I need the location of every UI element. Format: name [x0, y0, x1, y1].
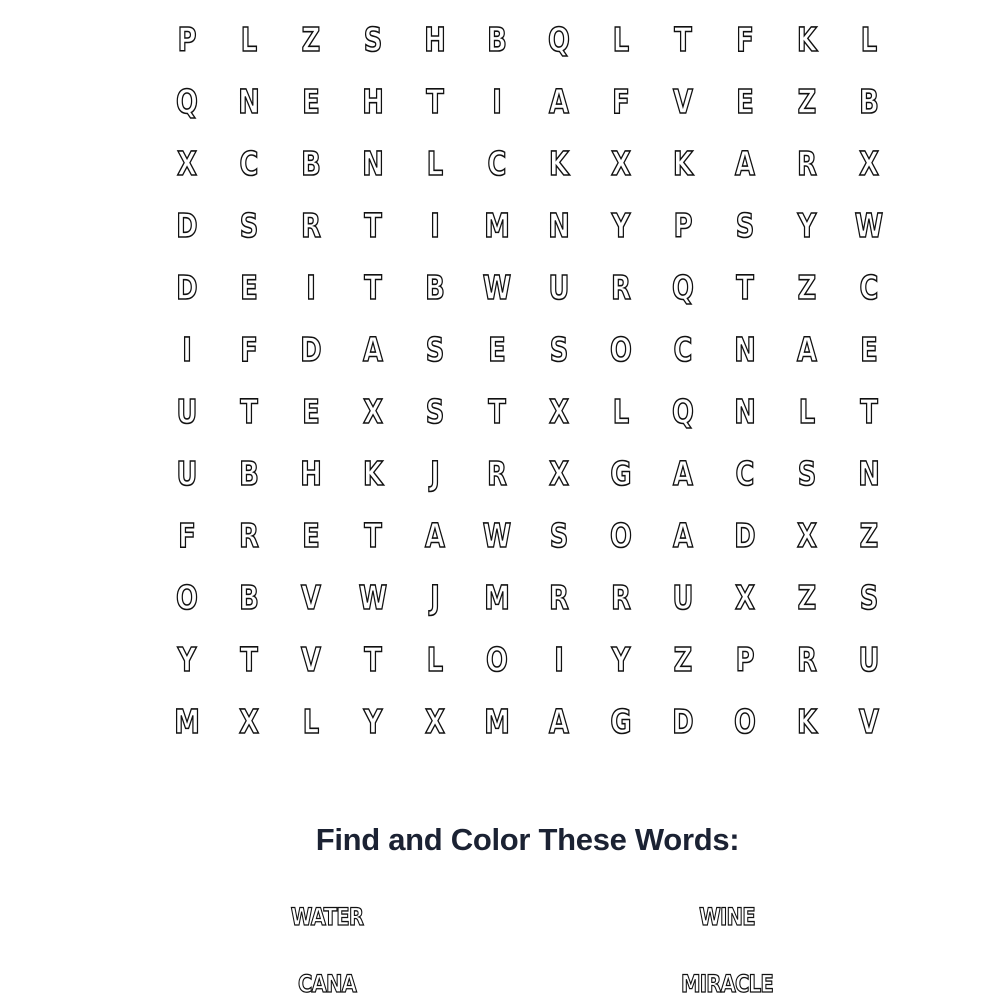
grid-letter[interactable]: O: [176, 577, 198, 617]
grid-letter[interactable]: W: [482, 267, 512, 307]
grid-letter[interactable]: T: [674, 19, 692, 59]
grid-letter[interactable]: K: [549, 143, 569, 183]
grid-letter[interactable]: I: [430, 205, 440, 245]
grid-letter[interactable]: Y: [797, 205, 817, 245]
grid-letter[interactable]: P: [673, 205, 693, 245]
grid-letter[interactable]: I: [492, 81, 502, 121]
grid-letter[interactable]: L: [426, 639, 444, 679]
grid-letter[interactable]: W: [358, 577, 388, 617]
grid-letter[interactable]: E: [302, 391, 320, 431]
grid-letter[interactable]: T: [364, 515, 382, 555]
grid-letter[interactable]: N: [734, 391, 756, 431]
grid-letter[interactable]: H: [424, 19, 446, 59]
grid-letter[interactable]: T: [488, 391, 506, 431]
grid-letter[interactable]: J: [430, 453, 440, 493]
grid-letter[interactable]: B: [239, 577, 259, 617]
grid-letter[interactable]: B: [487, 19, 507, 59]
grid-letter[interactable]: L: [612, 391, 630, 431]
grid-letter[interactable]: S: [425, 329, 445, 369]
grid-letter[interactable]: A: [673, 453, 693, 493]
grid-letter[interactable]: M: [484, 577, 510, 617]
grid-letter[interactable]: U: [176, 391, 198, 431]
grid-letter[interactable]: A: [425, 515, 445, 555]
grid-letter[interactable]: S: [549, 329, 569, 369]
grid-letter[interactable]: N: [362, 143, 384, 183]
grid-letter[interactable]: X: [549, 391, 569, 431]
grid-letter[interactable]: X: [549, 453, 569, 493]
grid-letter[interactable]: K: [673, 143, 693, 183]
grid-letter[interactable]: Z: [797, 81, 817, 121]
grid-letter[interactable]: K: [797, 19, 817, 59]
grid-letter[interactable]: X: [425, 701, 445, 741]
grid-letter[interactable]: O: [610, 329, 632, 369]
grid-letter[interactable]: S: [859, 577, 879, 617]
word-list-item: MIRACLE: [681, 970, 773, 998]
grid-letter[interactable]: A: [549, 81, 569, 121]
grid-letter[interactable]: L: [240, 19, 258, 59]
grid-letter[interactable]: Y: [177, 639, 197, 679]
grid-letter[interactable]: T: [240, 391, 258, 431]
grid-letter[interactable]: O: [486, 639, 508, 679]
grid-letter[interactable]: F: [612, 81, 630, 121]
grid-letter[interactable]: N: [548, 205, 570, 245]
grid-letter[interactable]: Q: [672, 267, 694, 307]
grid-letter[interactable]: F: [736, 19, 754, 59]
grid-letter[interactable]: O: [734, 701, 756, 741]
grid-letter[interactable]: I: [182, 329, 192, 369]
grid-letter[interactable]: A: [673, 515, 693, 555]
grid-letter[interactable]: R: [797, 639, 817, 679]
grid-letter[interactable]: B: [425, 267, 445, 307]
grid-letter[interactable]: L: [302, 701, 320, 741]
grid-letter[interactable]: G: [610, 701, 632, 741]
grid-letter[interactable]: T: [364, 267, 382, 307]
grid-letter[interactable]: S: [425, 391, 445, 431]
grid-letter[interactable]: Y: [611, 639, 631, 679]
grid-letter[interactable]: C: [673, 329, 693, 369]
grid-letter[interactable]: R: [549, 577, 569, 617]
word-list-title: Find and Color These Words:: [315, 822, 740, 857]
grid-letter[interactable]: Y: [611, 205, 631, 245]
grid-letter[interactable]: T: [364, 205, 382, 245]
grid-letter[interactable]: R: [301, 205, 321, 245]
grid-letter[interactable]: Z: [797, 577, 817, 617]
grid-letter[interactable]: S: [797, 453, 817, 493]
grid-letter[interactable]: L: [612, 19, 630, 59]
grid-letter[interactable]: D: [734, 515, 756, 555]
grid-letter[interactable]: B: [859, 81, 879, 121]
grid-letter[interactable]: F: [240, 329, 258, 369]
grid-letter[interactable]: E: [488, 329, 506, 369]
grid-letter[interactable]: T: [736, 267, 754, 307]
grid-letter[interactable]: E: [302, 515, 320, 555]
grid-letter[interactable]: N: [734, 329, 756, 369]
grid-letter[interactable]: R: [611, 577, 631, 617]
grid-letter[interactable]: A: [363, 329, 383, 369]
grid-letter[interactable]: V: [301, 639, 321, 679]
grid-letter[interactable]: X: [177, 143, 197, 183]
grid-letter[interactable]: R: [611, 267, 631, 307]
grid-letter[interactable]: T: [426, 81, 444, 121]
grid-letter[interactable]: V: [673, 81, 693, 121]
grid-letter[interactable]: S: [549, 515, 569, 555]
word-list-item: WINE: [699, 903, 755, 931]
grid-letter[interactable]: T: [860, 391, 878, 431]
grid-letter[interactable]: S: [363, 19, 383, 59]
grid-letter[interactable]: R: [797, 143, 817, 183]
grid-letter[interactable]: D: [176, 205, 198, 245]
grid-letter[interactable]: V: [859, 701, 879, 741]
grid-letter[interactable]: K: [797, 701, 817, 741]
grid-letter[interactable]: H: [300, 453, 322, 493]
grid-letter[interactable]: A: [797, 329, 817, 369]
grid-letter[interactable]: Q: [176, 81, 198, 121]
grid-letter[interactable]: T: [364, 639, 382, 679]
grid-letter[interactable]: L: [860, 19, 878, 59]
grid-letter[interactable]: M: [174, 701, 200, 741]
grid-letter[interactable]: F: [178, 515, 196, 555]
grid-letter[interactable]: W: [482, 515, 512, 555]
grid-letter[interactable]: M: [484, 205, 510, 245]
grid-letter[interactable]: N: [858, 453, 880, 493]
grid-letter[interactable]: W: [854, 205, 884, 245]
grid-letter[interactable]: L: [426, 143, 444, 183]
grid-letter[interactable]: V: [301, 577, 321, 617]
grid-letter[interactable]: I: [306, 267, 316, 307]
grid-letter[interactable]: S: [735, 205, 755, 245]
grid-letter[interactable]: P: [735, 639, 755, 679]
grid-letter[interactable]: X: [859, 143, 879, 183]
grid-letter[interactable]: A: [549, 701, 569, 741]
grid-letter[interactable]: L: [798, 391, 816, 431]
word-list-item: CANA: [297, 970, 357, 998]
grid-letter[interactable]: R: [487, 453, 507, 493]
grid-letter[interactable]: T: [240, 639, 258, 679]
grid-letter[interactable]: C: [239, 143, 259, 183]
grid-letter[interactable]: B: [239, 453, 259, 493]
grid-letter[interactable]: Z: [301, 19, 321, 59]
grid-letter[interactable]: X: [735, 577, 755, 617]
grid-letter[interactable]: H: [362, 81, 384, 121]
grid-letter[interactable]: M: [484, 701, 510, 741]
grid-letter[interactable]: O: [610, 515, 632, 555]
grid-letter[interactable]: D: [176, 267, 198, 307]
letter-grid: [156, 8, 900, 752]
grid-letter[interactable]: N: [238, 81, 260, 121]
grid-letter[interactable]: D: [672, 701, 694, 741]
grid-letter[interactable]: Z: [859, 515, 879, 555]
grid-letter[interactable]: X: [797, 515, 817, 555]
grid-letter[interactable]: Z: [673, 639, 693, 679]
grid-letter[interactable]: Q: [548, 19, 570, 59]
grid-letter[interactable]: U: [672, 577, 694, 617]
grid-letter[interactable]: C: [859, 267, 879, 307]
grid-letter[interactable]: A: [735, 143, 755, 183]
grid-letter[interactable]: X: [611, 143, 631, 183]
grid-letter[interactable]: S: [239, 205, 259, 245]
grid-letter[interactable]: U: [548, 267, 570, 307]
grid-letter[interactable]: B: [301, 143, 321, 183]
grid-letter[interactable]: J: [430, 577, 440, 617]
grid-letter[interactable]: Z: [797, 267, 817, 307]
grid-letter[interactable]: Y: [363, 701, 383, 741]
grid-letter[interactable]: X: [239, 701, 259, 741]
grid-letter[interactable]: G: [610, 453, 632, 493]
grid-letter[interactable]: E: [240, 267, 258, 307]
grid-letter[interactable]: I: [554, 639, 564, 679]
word-list-item: WATER: [290, 903, 364, 931]
grid-letter[interactable]: C: [487, 143, 507, 183]
grid-letter[interactable]: E: [302, 81, 320, 121]
grid-letter[interactable]: E: [736, 81, 754, 121]
grid-letter[interactable]: U: [176, 453, 198, 493]
grid-letter[interactable]: E: [860, 329, 878, 369]
grid-letter[interactable]: K: [363, 453, 383, 493]
grid-letter[interactable]: Q: [672, 391, 694, 431]
grid-letter[interactable]: D: [300, 329, 322, 369]
grid-letter[interactable]: X: [363, 391, 383, 431]
grid-letter[interactable]: R: [239, 515, 259, 555]
grid-letter[interactable]: P: [177, 19, 197, 59]
grid-letter[interactable]: U: [858, 639, 880, 679]
grid-letter[interactable]: C: [735, 453, 755, 493]
